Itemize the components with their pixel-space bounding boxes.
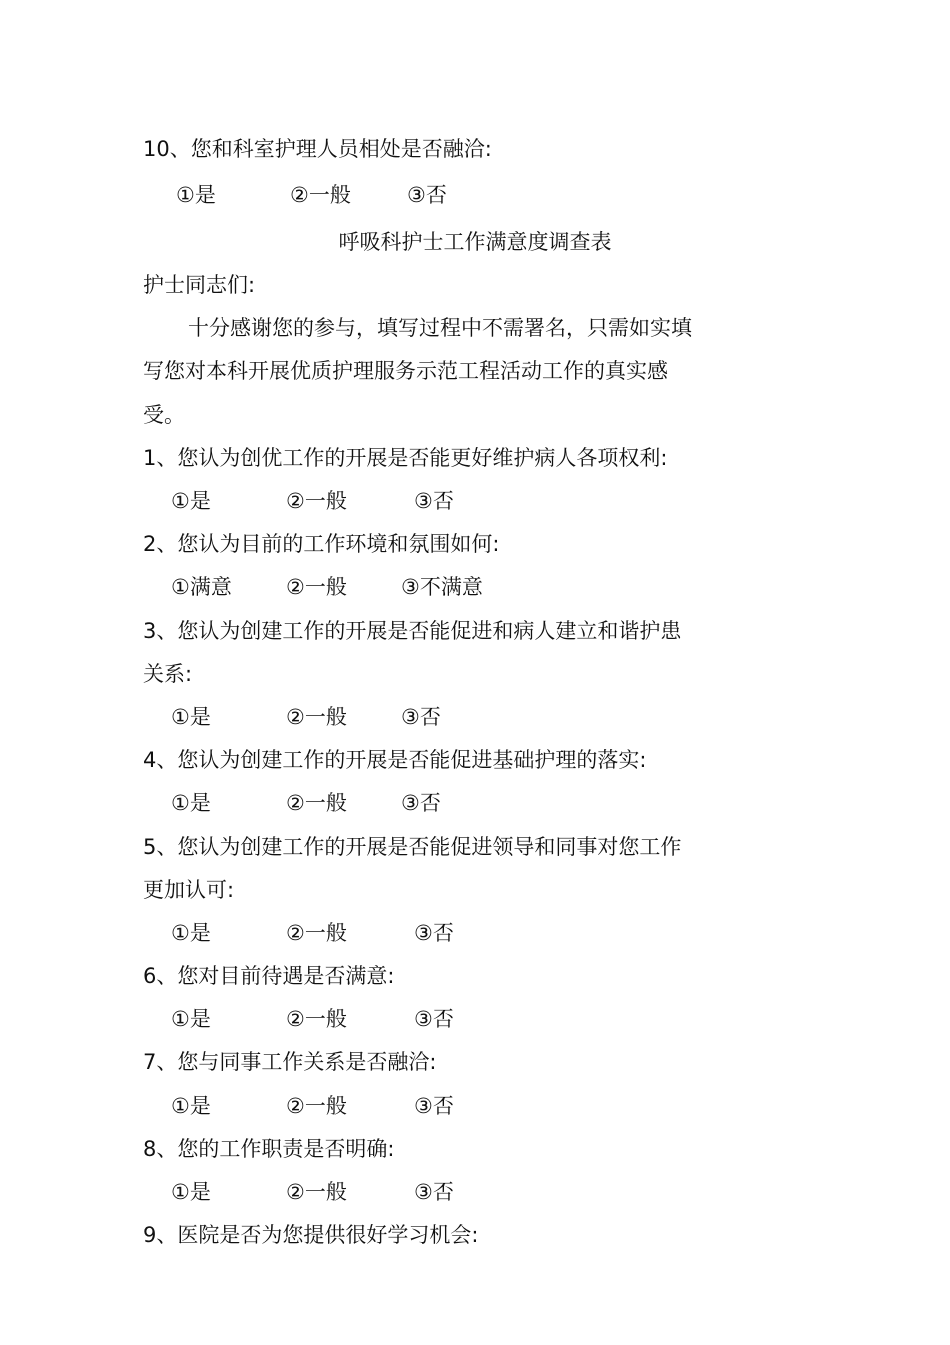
question-6-option-3: ③否 xyxy=(414,1007,454,1031)
question-3-option-3: ③否 xyxy=(401,705,441,729)
question-5-text-line-1: 5、您认为创建工作的开展是否能促进领导和同事对您工作 xyxy=(143,835,682,859)
salutation: 护士同志们: xyxy=(143,273,256,297)
question-8-text: 8、您的工作职责是否明确: xyxy=(143,1137,395,1161)
survey-title: 呼吸科护士工作满意度调查表 xyxy=(338,230,612,254)
question-6-option-2: ②一般 xyxy=(286,1007,347,1031)
question-10-option-2: ②一般 xyxy=(290,183,351,207)
question-4-option-2: ②一般 xyxy=(286,791,347,815)
question-4-text: 4、您认为创建工作的开展是否能促进基础护理的落实: xyxy=(143,748,647,772)
question-3-text-line-1: 3、您认为创建工作的开展是否能促进和病人建立和谐护患 xyxy=(143,619,682,643)
intro-line-2: 写您对本科开展优质护理服务示范工程活动工作的真实感 xyxy=(143,359,668,383)
question-8-option-1: ①是 xyxy=(171,1180,211,1204)
question-10-option-1: ①是 xyxy=(176,183,216,207)
question-6-option-1: ①是 xyxy=(171,1007,211,1031)
question-2-text: 2、您认为目前的工作环境和氛围如何: xyxy=(143,532,500,556)
question-3-text-line-2: 关系: xyxy=(143,662,193,686)
intro-line-3: 受。 xyxy=(143,403,185,427)
question-3-option-2: ②一般 xyxy=(286,705,347,729)
question-5-option-2: ②一般 xyxy=(286,921,347,945)
intro-line-1: 十分感谢您的参与，填写过程中不需署名，只需如实填 xyxy=(188,316,692,340)
question-7-text: 7、您与同事工作关系是否融洽: xyxy=(143,1050,437,1074)
question-9-text: 9、医院是否为您提供很好学习机会: xyxy=(143,1223,479,1247)
question-8-option-3: ③否 xyxy=(414,1180,454,1204)
question-8-option-2: ②一般 xyxy=(286,1180,347,1204)
question-4-option-1: ①是 xyxy=(171,791,211,815)
question-7-option-1: ①是 xyxy=(171,1094,211,1118)
question-1-option-2: ②一般 xyxy=(286,489,347,513)
question-2-option-1: ①满意 xyxy=(171,575,232,599)
question-7-option-3: ③否 xyxy=(414,1094,454,1118)
question-1-option-3: ③否 xyxy=(414,489,454,513)
question-5-option-1: ①是 xyxy=(171,921,211,945)
question-1-option-1: ①是 xyxy=(171,489,211,513)
question-5-option-3: ③否 xyxy=(414,921,454,945)
question-7-option-2: ②一般 xyxy=(286,1094,347,1118)
question-2-option-2: ②一般 xyxy=(286,575,347,599)
question-2-option-3: ③不满意 xyxy=(401,575,483,599)
question-5-text-line-2: 更加认可: xyxy=(143,878,235,902)
question-6-text: 6、您对目前待遇是否满意: xyxy=(143,964,395,988)
question-3-option-1: ①是 xyxy=(171,705,211,729)
question-10-text: 10、您和科室护理人员相处是否融洽: xyxy=(143,137,492,161)
question-1-text: 1、您认为创优工作的开展是否能更好维护病人各项权利: xyxy=(143,446,668,470)
question-10-option-3: ③否 xyxy=(407,183,447,207)
question-4-option-3: ③否 xyxy=(401,791,441,815)
